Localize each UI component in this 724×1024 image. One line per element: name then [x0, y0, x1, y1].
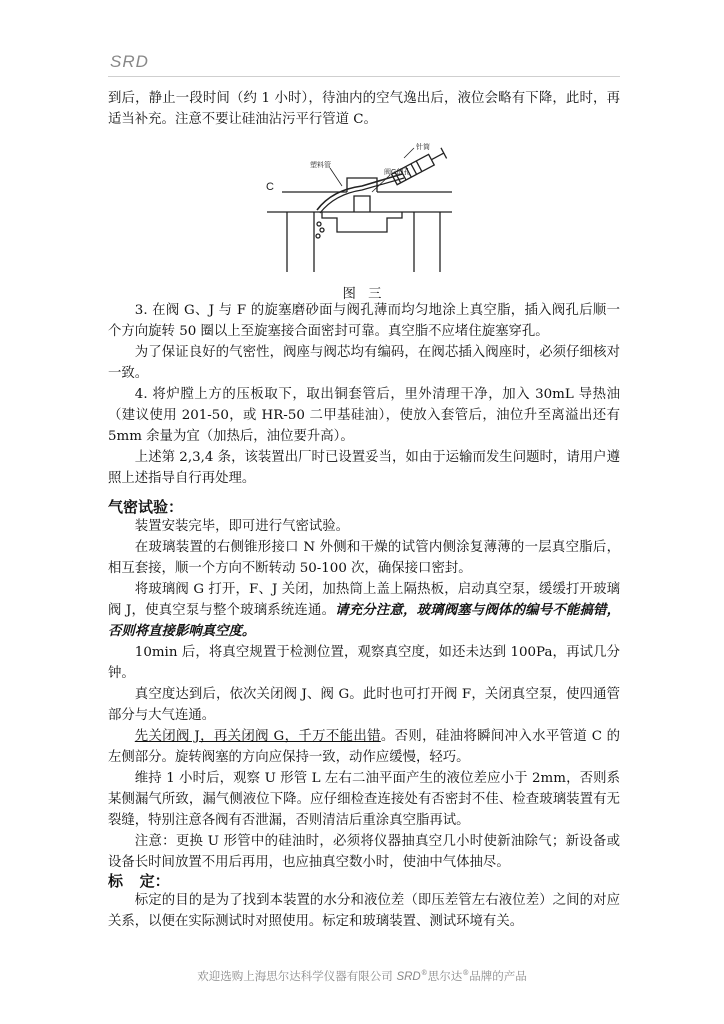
airtight-p1: 装置安装完毕，即可进行气密试验。 — [134, 519, 350, 534]
valve-body — [322, 212, 402, 232]
bubble — [317, 222, 321, 226]
footer-prefix: 欢迎选购上海思尔达科学仪器有限公司 — [197, 969, 393, 983]
factory-note-paragraph: 上述第 2,3,4 条，该装置出厂时已设置妥当，如由于运输而发生问题时，请用户遵照上述指导自行再处理。 — [108, 450, 620, 486]
bubble — [316, 234, 320, 238]
airtight-p7: 维持 1 小时后，观察 U 形管 L 左右二油平面产生的液位差应小于 2mm，否则系某侧漏气所致，漏气侧液位下降。应仔细检查连接处有否密封不佳、检查玻璃装置有无裂缝，特别注意各阀有否泄漏，否则清洁后重涂真空脂再试。 — [108, 771, 620, 828]
section2-block — [108, 516, 620, 873]
header-rule — [108, 76, 620, 77]
step3-paragraph: 3. 在阀 G、J 与 F 的旋塞磨砂面与阀孔薄而均匀地涂上真空脂，插入阀孔后顺一个方向旋转 50 圈以上至旋塞接合面密封可靠。真空脂不应堵住旋塞穿孔。 — [108, 303, 620, 339]
airtight-p8: 注意：更换 U 形管中的硅油时，必须将仪器抽真空几小时使新油除气；新设备或设备长时间放置不用后再用，也应抽真空数小时，使油中气体抽尽。 — [108, 834, 620, 870]
header-logo: SRD — [110, 52, 149, 71]
step4-paragraph: 4. 将炉膛上方的压板取下，取出铜套管后，里外清理干净，加入 30mL 导热油（建议使用 201-50，或 HR-50 二甲基硅油），使放入套管后，油位升至离溢出还有 5mm 余量为宜（加热后，油位要升高）。 — [108, 387, 620, 444]
label-needle: 针筒 — [416, 144, 430, 151]
section3-block — [108, 890, 620, 932]
airtight-p2: 在玻璃装置的右侧锥形接口 N 外侧和干燥的试管内侧涂复薄薄的一层真空脂后，相互套接，顺一个方向不断转动 50-100 次，确保接口密封。 — [108, 540, 620, 576]
airtight-p6-underlined: 先关闭阀 J，再关闭阀 G，千万不能出错 — [134, 729, 381, 744]
intro-block — [108, 88, 620, 130]
footer — [0, 968, 724, 984]
coding-paragraph: 为了保证良好的气密性，阀座与阀芯均有编码，在阀芯插入阀座时，必须仔细核对一致。 — [108, 345, 620, 381]
footer-reg-mark: ® — [420, 969, 428, 978]
label-pipe-c: C — [266, 181, 274, 193]
airtight-p6-text: 。否则，硅油将瞬间冲入水平管道 C 的左侧部分。旋转阀塞的方向应保持一致，动作应缓慢，轻巧。 — [108, 729, 621, 765]
airtight-p5: 真空度达到后，依次关闭阀 J、阀 G。此时也可打开阀 F，关闭真空泵，使四通管部分与大气连通。 — [108, 687, 620, 723]
section-title-calibration: 标 定： — [108, 873, 170, 890]
airtight-p4: 10min 后，将真空规置于检测位置，观察真空度，如还未达到 100Pa，再试几分钟。 — [108, 645, 620, 681]
label-plastic-tube: 塑料管 — [310, 162, 331, 169]
footer-reg-mark-2: ® — [462, 969, 470, 978]
section-title-airtight: 气密试验： — [108, 499, 184, 516]
bubble — [320, 228, 324, 232]
calibration-p1: 标定的目的是为了找到本装置的水分和液位差（即压差管左右液位差）之间的对应关系，以便在实际测试时对照使用。标定和玻璃装置、测试环境有关。 — [108, 893, 620, 929]
airtight-p3 — [108, 579, 620, 642]
figure-valve-diagram — [262, 140, 462, 275]
airtight-p3-text: 将玻璃阀 G 打开，F、J 关闭，加热筒上盖上隔热板，启动真空泵，缓缓打开玻璃阀 J，使真空泵与整个玻璃系统连通。 — [108, 582, 620, 618]
footer-suffix: 品牌的产品 — [469, 969, 527, 983]
syringe-plunger-head — [441, 148, 447, 159]
footer-brand: SRD — [396, 971, 421, 983]
footer-cn-brand: 思尔达 — [427, 969, 463, 983]
syringe-plunger — [431, 153, 443, 160]
airtight-p3-warning: 请充分注意，玻璃阀塞与阀体的编号不能搞错，否则将直接影响真空度。 — [108, 602, 621, 639]
airtight-p6 — [108, 726, 620, 768]
valve-hole-outline — [354, 196, 370, 212]
section1-block — [108, 300, 620, 489]
label-valve-hole: 阀G的孔 — [384, 169, 411, 176]
figure-caption: 图 三 — [342, 287, 386, 302]
intro-paragraph: 到后，静止一段时间（约 1 小时），待油内的空气逸出后，液位会略有下降，此时，再适当补充。注意不要让硅油沾污平行管道 C。 — [108, 91, 620, 127]
